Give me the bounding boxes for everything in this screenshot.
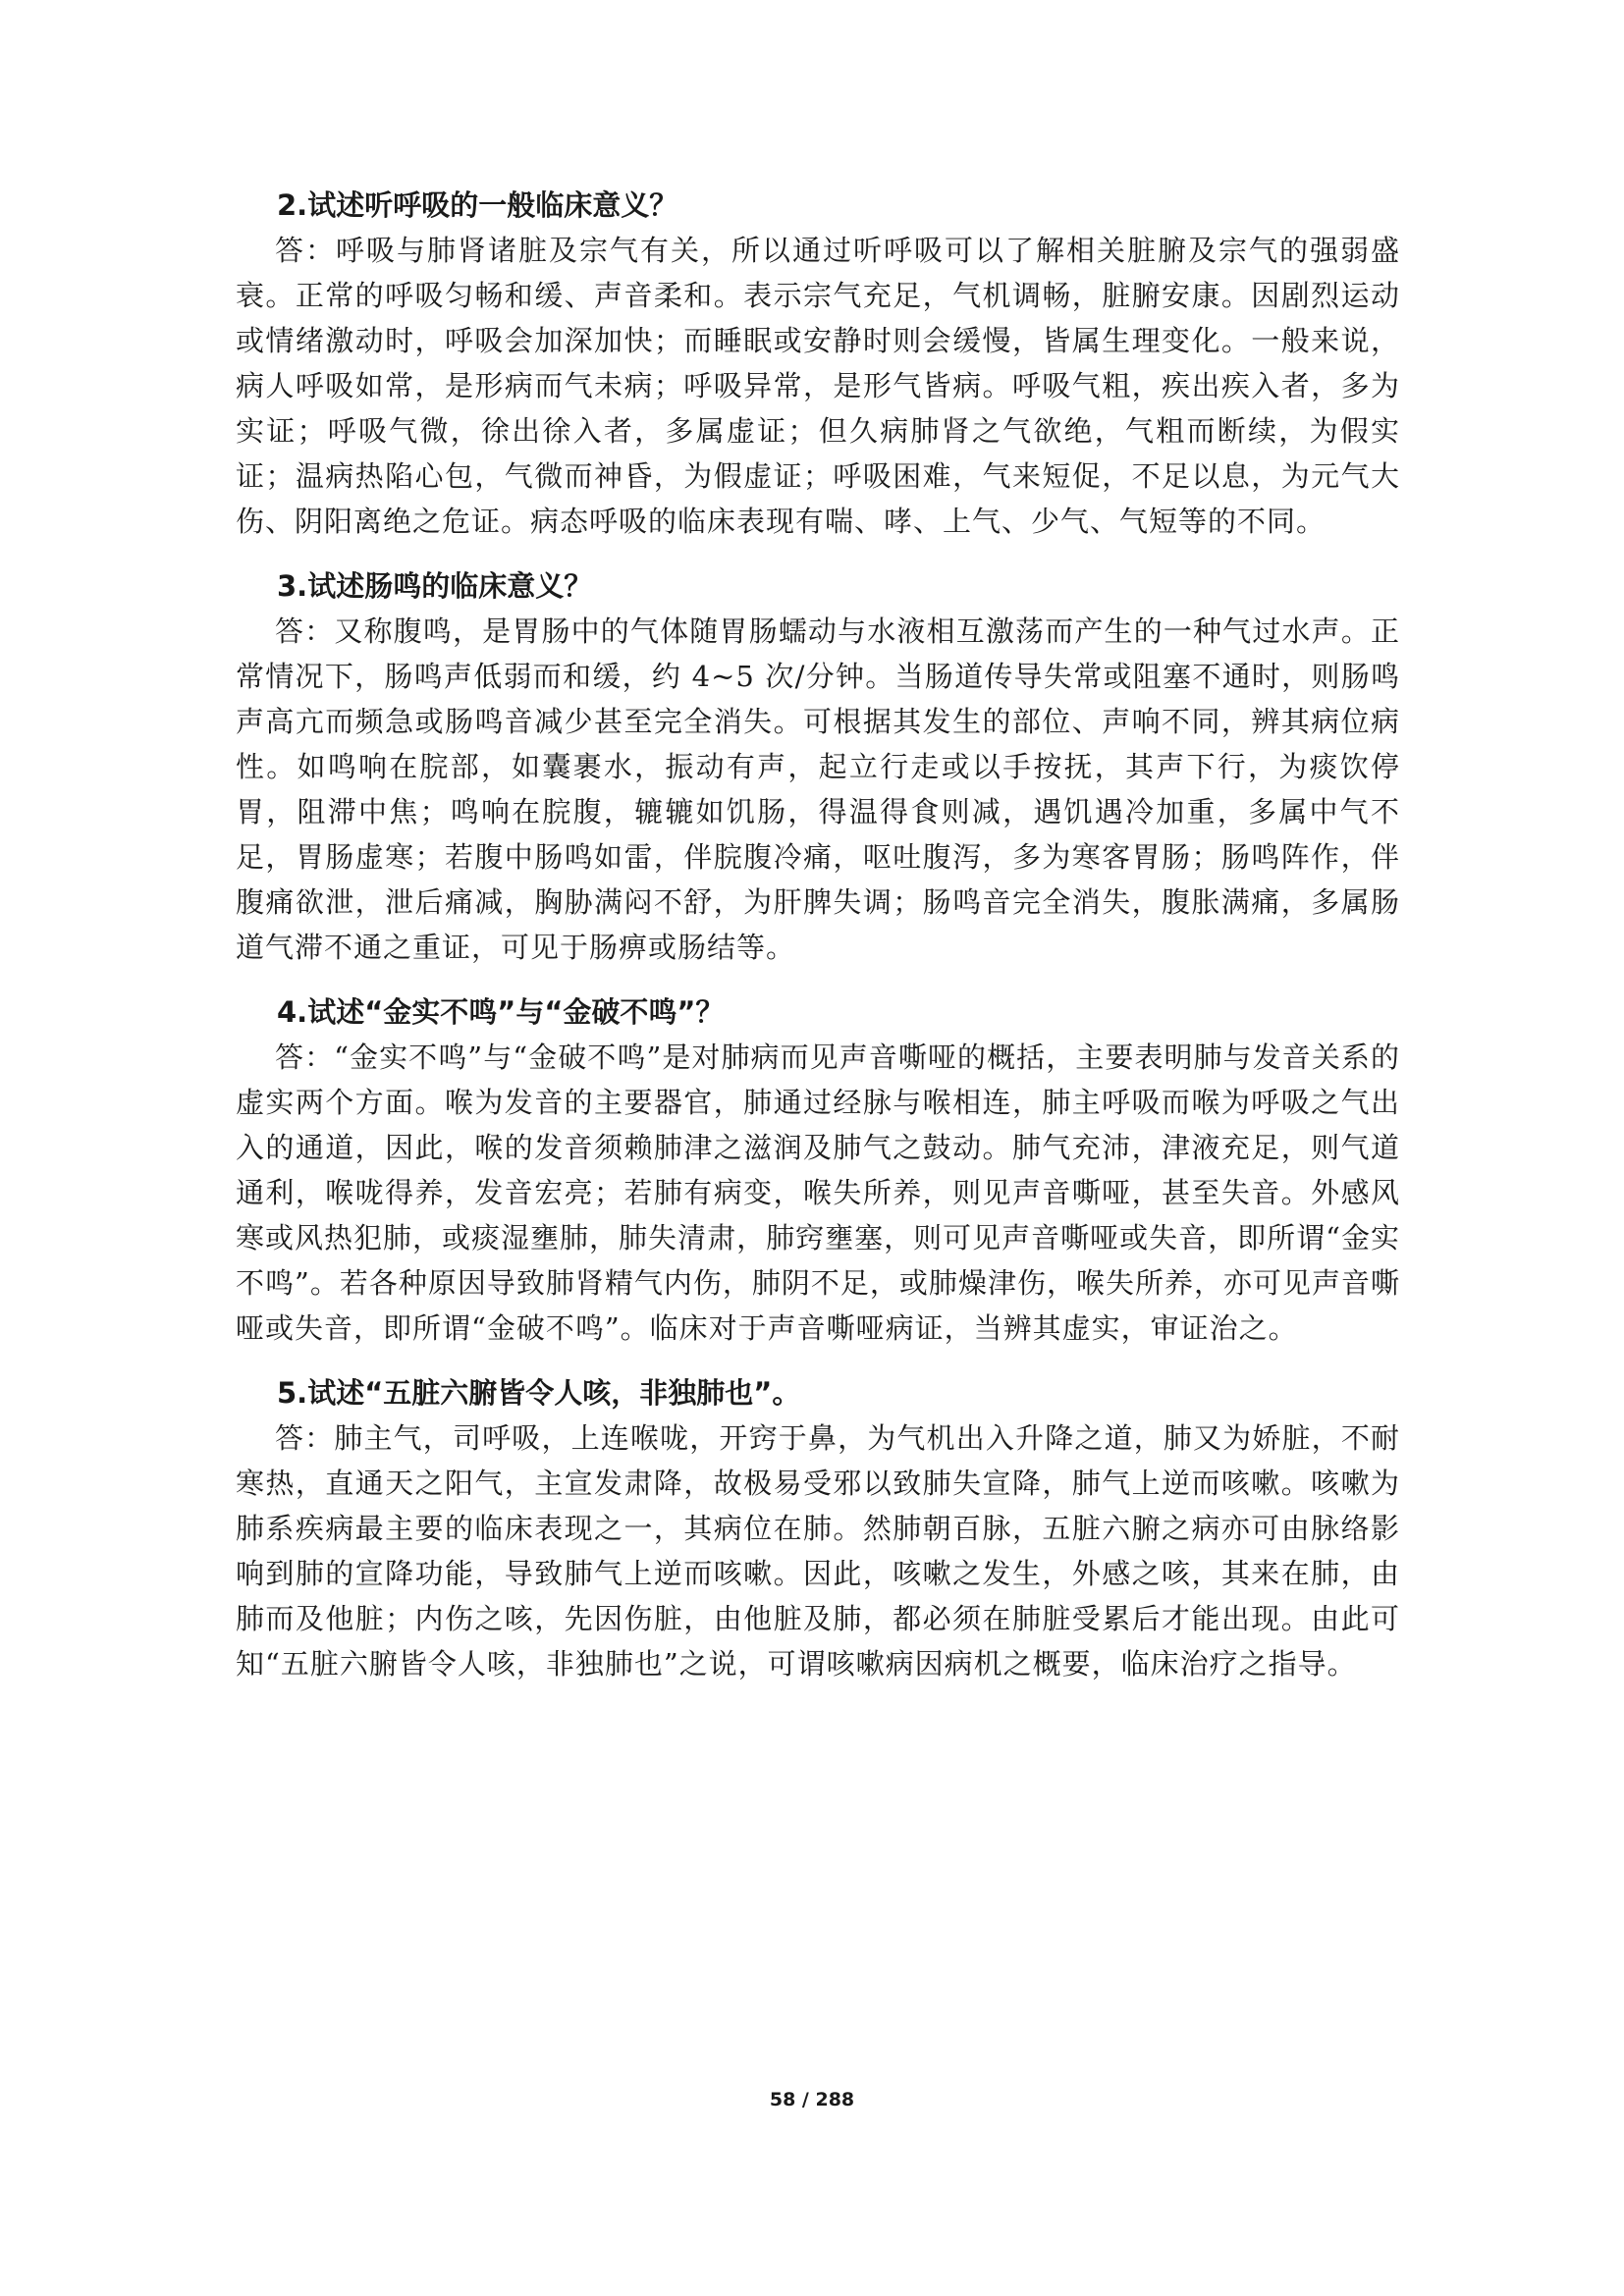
qa-section-3 <box>236 563 1400 970</box>
question-heading: 5.试述“五脏六腑皆令人咳，非独肺也”。 <box>277 1376 801 1410</box>
question-heading: 4.试述“金实不鸣”与“金破不鸣”？ <box>277 995 725 1029</box>
question-heading: 2.试述听呼吸的一般临床意义？ <box>277 188 678 222</box>
answer-paragraph: 答：肺主气，司呼吸，上连喉咙，开窍于鼻，为气机出入升降之道，肺又为娇脏，不耐寒热，直通天之阳气，主宣发肃降，故极易受邪以致肺失宣降，肺气上逆而咳嗽。咳嗽为肺系疾病最主要的临床表现之一，其病位在肺。然肺朝百脉，五脏六腑之病亦可由脉络影响到肺的宣降功能，导致肺气上逆而咳嗽。因此，咳嗽之发生，外感之咳，其来在肺，由肺而及他脏；内伤之咳，先因伤脏，由他脏及肺，都必须在肺脏受累后才能出现。由此可知“五脏六腑皆令人咳，非独肺也”之说，可谓咳嗽病因病机之概要，临床治疗之指导。 <box>236 1421 1400 1681</box>
answer-paragraph: 答：“金实不鸣”与“金破不鸣”是对肺病而见声音嘶哑的概括，主要表明肺与发音关系的虚实两个方面。喉为发音的主要器官，肺通过经脉与喉相连，肺主呼吸而喉为呼吸之气出入的通道，因此，喉的发音须赖肺津之滋润及肺气之鼓动。肺气充沛，津液充足，则气道通利，喉咙得养，发音宏亮；若肺有病变，喉失所养，则见声音嘶哑，甚至失音。外感风寒或风热犯肺，或痰湿壅肺，肺失清肃，肺窍壅塞，则可见声音嘶哑或失音，即所谓“金实不鸣”。若各种原因导致肺肾精气内伤，肺阴不足，或肺燥津伤，喉失所养，亦可见声音嘶哑或失音，即所谓“金破不鸣”。临床对于声音嘶哑病证，当辨其虚实，审证治之。 <box>236 1041 1400 1345</box>
document-body <box>236 183 1400 1706</box>
qa-section-2 <box>236 183 1400 544</box>
answer-paragraph: 答：呼吸与肺肾诸脏及宗气有关，所以通过听呼吸可以了解相关脏腑及宗气的强弱盛衰。正常的呼吸匀畅和缓、声音柔和。表示宗气充足，气机调畅，脏腑安康。因剧烈运动或情绪激动时，呼吸会加深加快；而睡眠或安静时则会缓慢，皆属生理变化。一般来说，病人呼吸如常，是形病而气未病；呼吸异常，是形气皆病。呼吸气粗，疾出疾入者，多为实证；呼吸气微，徐出徐入者，多属虚证；但久病肺肾之气欲绝，气粗而断续，为假实证；温病热陷心包，气微而神昏，为假虚证；呼吸困难，气来短促，不足以息，为元气大伤、阴阳离绝之危证。病态呼吸的临床表现有喘、哮、上气、少气、气短等的不同。 <box>236 234 1400 538</box>
page-number: 58 / 288 <box>769 2089 855 2110</box>
qa-section-4 <box>236 989 1400 1351</box>
qa-section-5 <box>236 1370 1400 1686</box>
question-heading: 3.试述肠鸣的临床意义？ <box>277 569 593 603</box>
answer-paragraph: 答：又称腹鸣，是胃肠中的气体随胃肠蠕动与水液相互激荡而产生的一种气过水声。正常情况下，肠鸣声低弱而和缓，约 4~5 次/分钟。当肠道传导失常或阻塞不通时，则肠鸣声高亢而频急或肠鸣音减少甚至完全消失。可根据其发生的部位、声响不同，辨其病位病性。如鸣响在脘部，如囊裹水，振动有声，起立行走或以手按抚，其声下行，为痰饮停胃，阻滞中焦；鸣响在脘腹，辘辘如饥肠，得温得食则减，遇饥遇冷加重，多属中气不足，胃肠虚寒；若腹中肠鸣如雷，伴脘腹冷痛，呕吐腹泻，多为寒客胃肠；肠鸣阵作，伴腹痛欲泄，泄后痛减，胸胁满闷不舒，为肝脾失调；肠鸣音完全消失，腹胀满痛，多属肠道气滞不通之重证，可见于肠痹或肠结等。 <box>236 614 1400 964</box>
